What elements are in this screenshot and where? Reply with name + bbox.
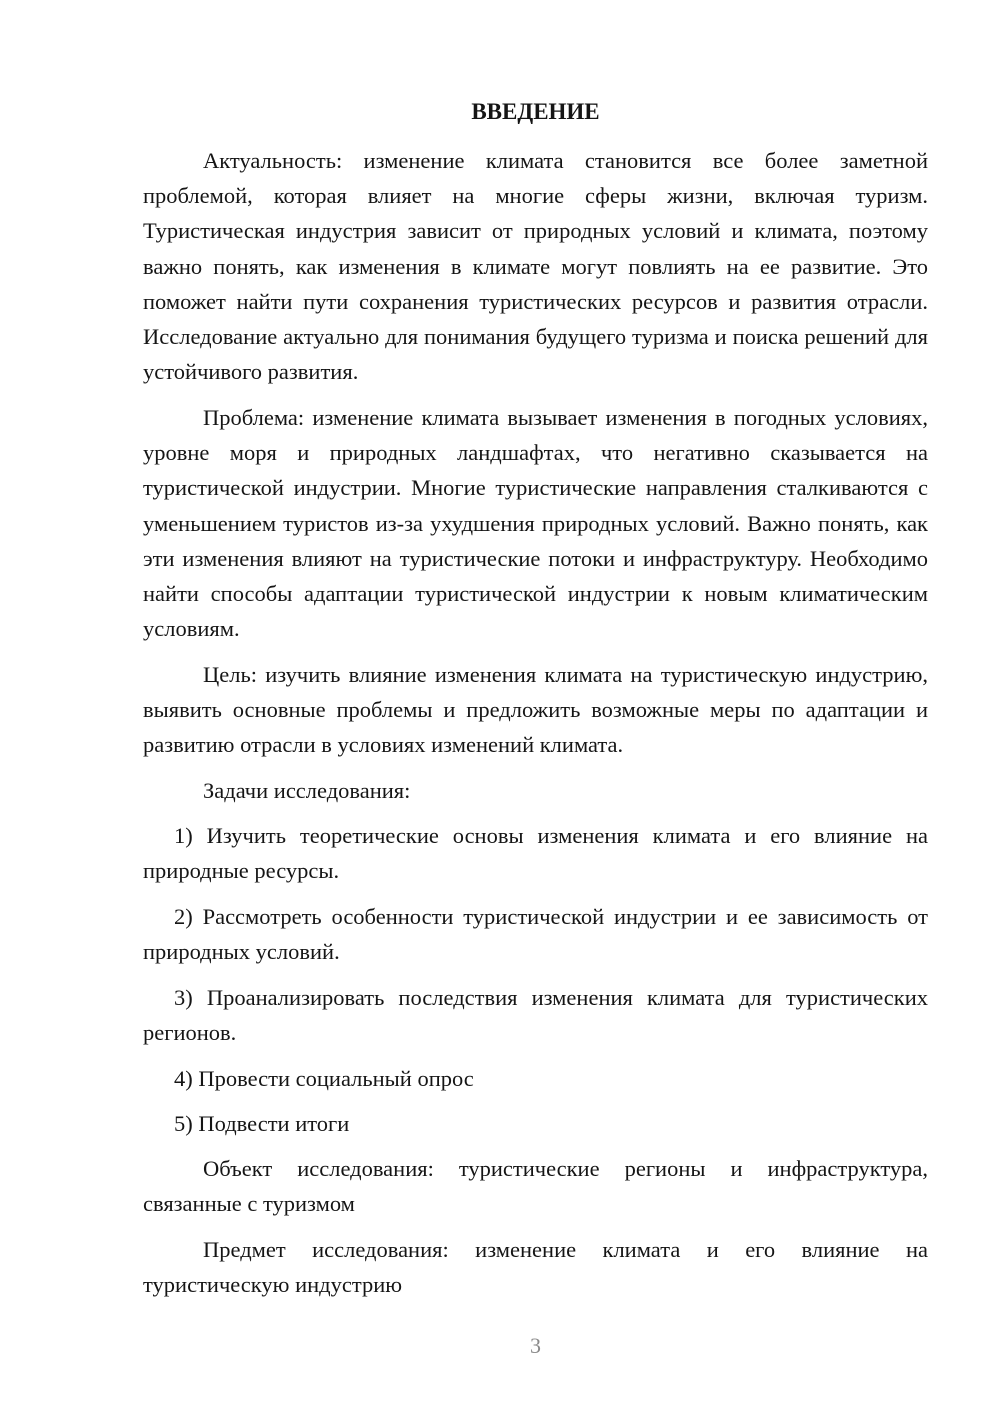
page-title: ВВЕДЕНИЕ — [471, 99, 600, 124]
relevance-paragraph: Актуальность: изменение климата становится все более заметной проблемой, которая влияет на многие сферы жизни, включая туризм. Туристическая индустрия зависит от природных условий и климата, поэтому важно понять, как изменения в климате могут повлиять на ее развитие. Это поможет найти пути сохранения туристических ресурсов и развития отрасли. Исследование актуально для понимания будущего туризма и поиска решений для устойчивого развития. — [143, 148, 928, 385]
tasks-heading: Задачи исследования: — [203, 778, 411, 803]
page-number: 3 — [530, 1333, 541, 1358]
task-item-5: 5) Подвести итоги — [174, 1111, 350, 1136]
task-item-2: 2) Рассмотреть особенности туристической индустрии и ее зависимость от природных условий. — [143, 904, 928, 965]
task-item-3: 3) Проанализировать последствия изменения климата для туристических регионов. — [143, 985, 928, 1046]
task-item-1: 1) Изучить теоретические основы изменения климата и его влияние на природные ресурсы. — [143, 823, 928, 884]
goal-paragraph: Цель: изучить влияние изменения климата на туристическую индустрию, выявить основные проблемы и предложить возможные меры по адаптации и развитию отрасли в условиях изменений климата. — [143, 662, 928, 758]
subject-paragraph: Предмет исследования: изменение климата и его влияние на туристическую индустрию — [143, 1237, 928, 1298]
problem-paragraph: Проблема: изменение климата вызывает изменения в погодных условиях, уровне моря и природных ландшафтах, что негативно сказывается на туристической индустрии. Многие туристические направления сталкиваются с уменьшением туристов из-за ухудшения природных условий. Важно понять, как эти изменения влияют на туристические потоки и инфраструктуру. Необходимо найти способы адаптации туристической индустрии к новым климатическим условиям. — [143, 405, 928, 642]
task-item-4: 4) Провести социальный опрос — [174, 1066, 474, 1091]
object-paragraph: Объект исследования: туристические регионы и инфраструктура, связанные с туризмом — [143, 1156, 928, 1217]
